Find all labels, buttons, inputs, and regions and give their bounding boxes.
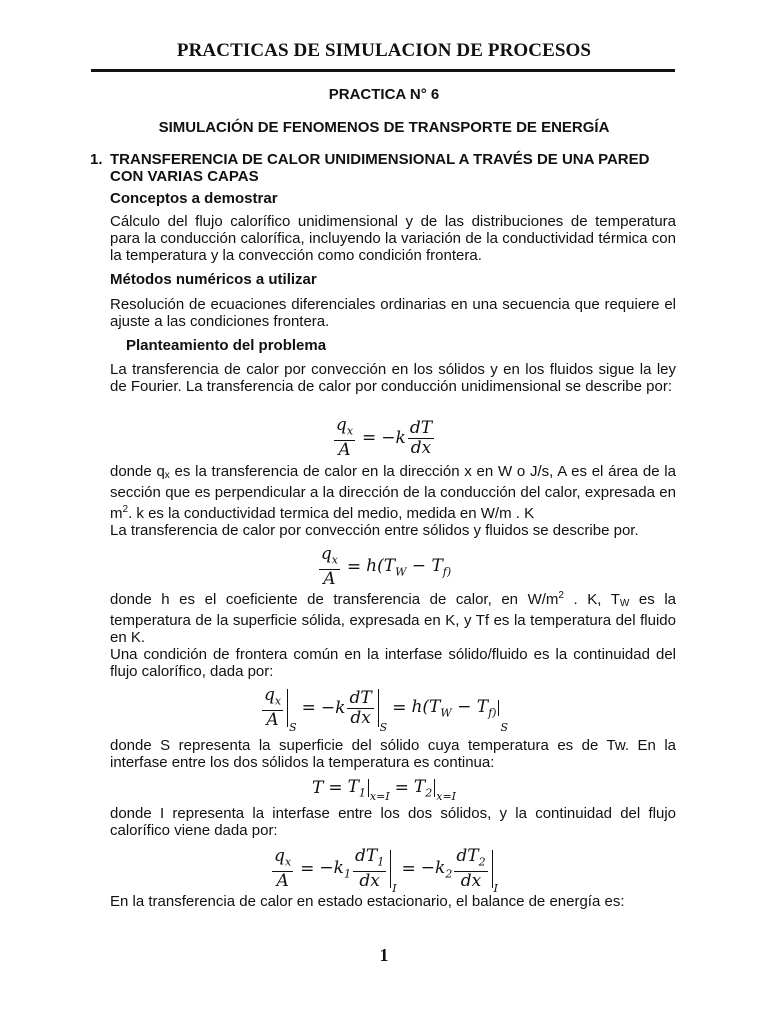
equation-temperature-continuity: T = $T_1$ x=I = $T_2$ x=I <box>311 777 457 804</box>
equation-boundary-condition: $\frac{q_x}{A}$ S = −k $\frac{dT}{dx}$ S = $h(T_W - T_{f)}$ S <box>263 685 509 735</box>
problem-paragraph-1: La transferencia de calor por convección en los sólidos y en los fluidos sigue la ley de Fourier. La transferencia de calor por conducción unidimensional se describe por: <box>110 361 676 395</box>
equation-convection: $\frac{q_x}{A}$ = $h(T_W - T_{f)}$ <box>320 544 452 590</box>
problem-paragraph-8: En la transferencia de calor en estado estacionario, el balance de energía es: <box>110 893 625 910</box>
concepts-heading: Conceptos a demostrar <box>110 190 278 207</box>
problem-paragraph-5: Una condición de frontera común en la interfase sólido/fluido es la continuidad del flujo calorífico, dada por: <box>110 646 676 680</box>
problem-paragraph-7: donde I representa la interfase entre los dos sólidos, y la continuidad del flujo calorífico viene dada por: <box>110 805 676 839</box>
document-header: PRACTICAS DE SIMULACION DE PROCESOS <box>176 40 592 61</box>
section-title: TRANSFERENCIA DE CALOR UNIDIMENSIONAL A TRAVÉS DE UNA PARED CON VARIAS CAPAS <box>110 151 650 185</box>
practice-title: SIMULACIÓN DE FENOMENOS DE TRANSPORTE DE ENERGÍA <box>158 119 610 136</box>
problem-paragraph-3: La transferencia de calor por convección entre sólidos y fluidos se describe por. <box>110 522 639 539</box>
equation-fourier: $\frac{q_x}{A}$ = −k $\frac{dT}{dx}$ <box>335 415 433 461</box>
problem-paragraph-4: donde h es el coeficiente de transferencia de calor, en $W/m^2$ . K, TW es la temperatura de la superficie sólida, expresada en K, y Tf es la temperatura del fluido en K. <box>110 590 676 646</box>
methods-heading: Métodos numéricos a utilizar <box>110 271 317 288</box>
section-heading <box>90 151 676 185</box>
methods-text: Resolución de ecuaciones diferenciales ordinarias en una secuencia que requiere el ajuste a las condiciones frontera. <box>110 296 676 330</box>
header-rule <box>91 69 675 72</box>
page-number: 1 <box>379 945 389 965</box>
problem-heading: Planteamiento del problema <box>126 337 327 354</box>
practice-number: PRACTICA N° 6 <box>328 86 440 103</box>
problem-paragraph-6: donde S representa la superficie del sólido cuya temperatura es de Tw. En la interfase entre los dos sólidos la temperatura es continua: <box>110 737 676 771</box>
problem-paragraph-2: donde qx es la transferencia de calor en la dirección x en W o J/s, A es el área de la sección que es perpendicular a la dirección de la conducción del calor, expresada en $m^2$. k es la conductividad termica del medio, medida en W/m . K <box>110 463 676 522</box>
section-number: 1. <box>90 151 103 168</box>
concepts-text: Cálculo del flujo calorífico unidimensional y de las distribuciones de temperatura para la conducción calorífica, incluyendo la variación de la conductividad térmica con la temperatura y la convección como condición frontera. <box>110 213 676 264</box>
equation-flux-continuity: $\frac{q_x}{A}$ = $-k_1$ $\frac{dT_1}{dx}$ I = $-k_2$ $\frac{dT_2}{dx}$ I <box>274 846 498 896</box>
